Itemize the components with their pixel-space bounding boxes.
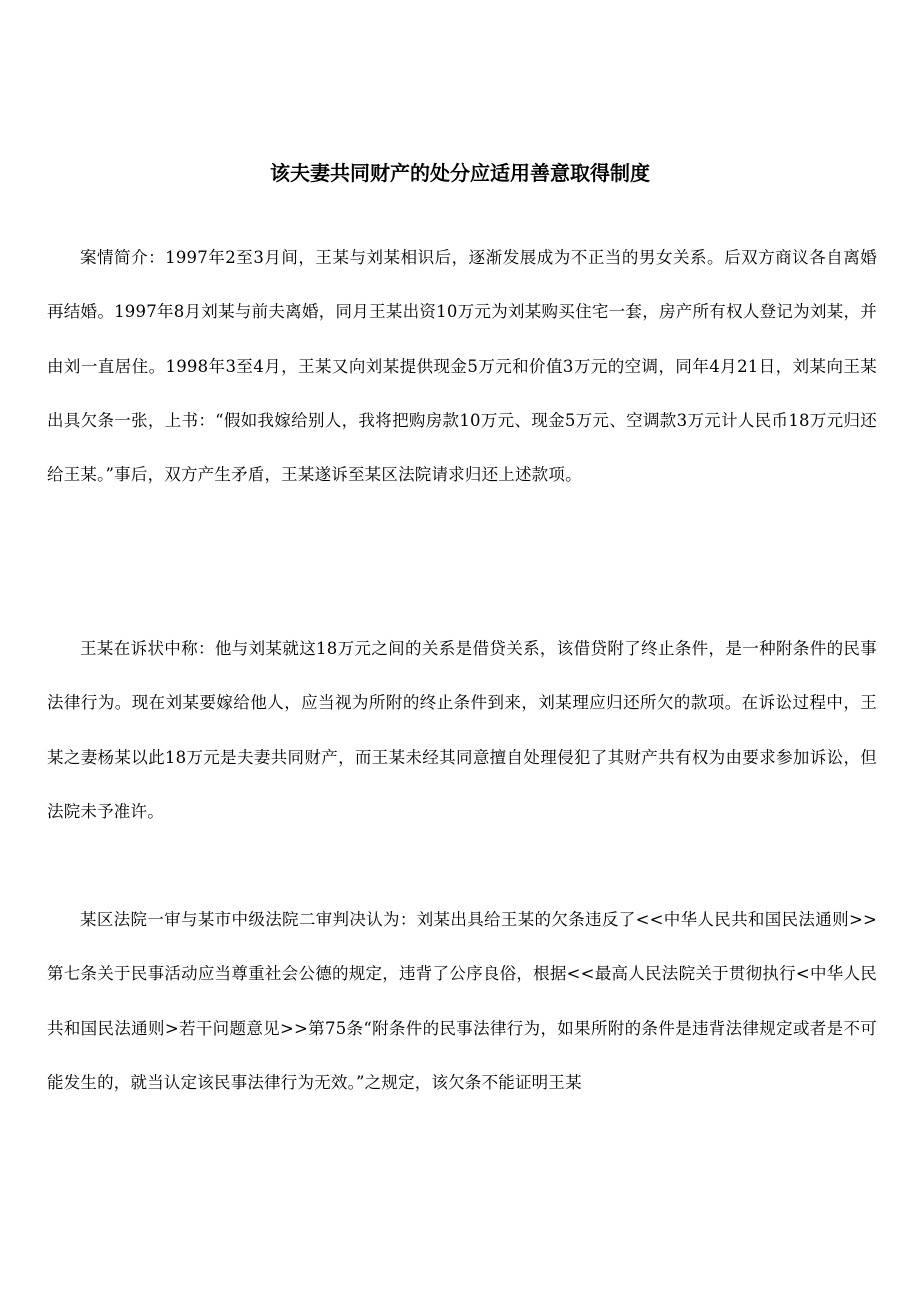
paragraph-case-summary: 案情简介：1997年2至3月间，王某与刘某相识后，逐渐发展成为不正当的男女关系。后双方商议各自离婚再结婚。1997年8月刘某与前夫离婚，同月王某出资10万元为刘某购买住宅一套，房产所有权人登记为刘某，并由刘一直居住。1998年3至4月，王某又向刘某提供现金5万元和价值3万元的空调，同年4月21日，刘某向王某出具欠条一张，上书：“假如我嫁给别人，我将把购房款10万元、现金5万元、空调款3万元计人民币18万元归还给王某。”事后，双方产生矛盾，王某遂诉至某区法院请求归还上述款项。 [47, 248, 877, 485]
paragraph-court-judgment: 某区法院一审与某市中级法院二审判决认为：刘某出具给王某的欠条违反了<<中华人民共和国民法通则>>第七条关于民事活动应当尊重社会公德的规定，违背了公序良俗，根据<<最高人民法院关于贯彻执行<中华人民共和国民法通则>若干问题意见>>第75条“附条件的民事法律行为，如果所附的条件是违背法律规定或者是不可能发生的，就当认定该民事法律行为无效。”之规定，该欠条不能证明王某 [47, 910, 877, 1092]
paragraph-plaintiff-claim: 王某在诉状中称：他与刘某就这18万元之间的关系是借贷关系，该借贷附了终止条件，是一种附条件的民事法律行为。现在刘某要嫁给他人，应当视为所附的终止条件到来，刘某理应归还所欠的款项。在诉讼过程中，王某之妻杨某以此18万元是夫妻共同财产，而王某未经其同意擅自处理侵犯了其财产共有权为由要求参加诉讼，但法院未予准许。 [47, 639, 877, 821]
document-title: 该夫妻共同财产的处分应适用善意取得制度 [270, 161, 650, 185]
